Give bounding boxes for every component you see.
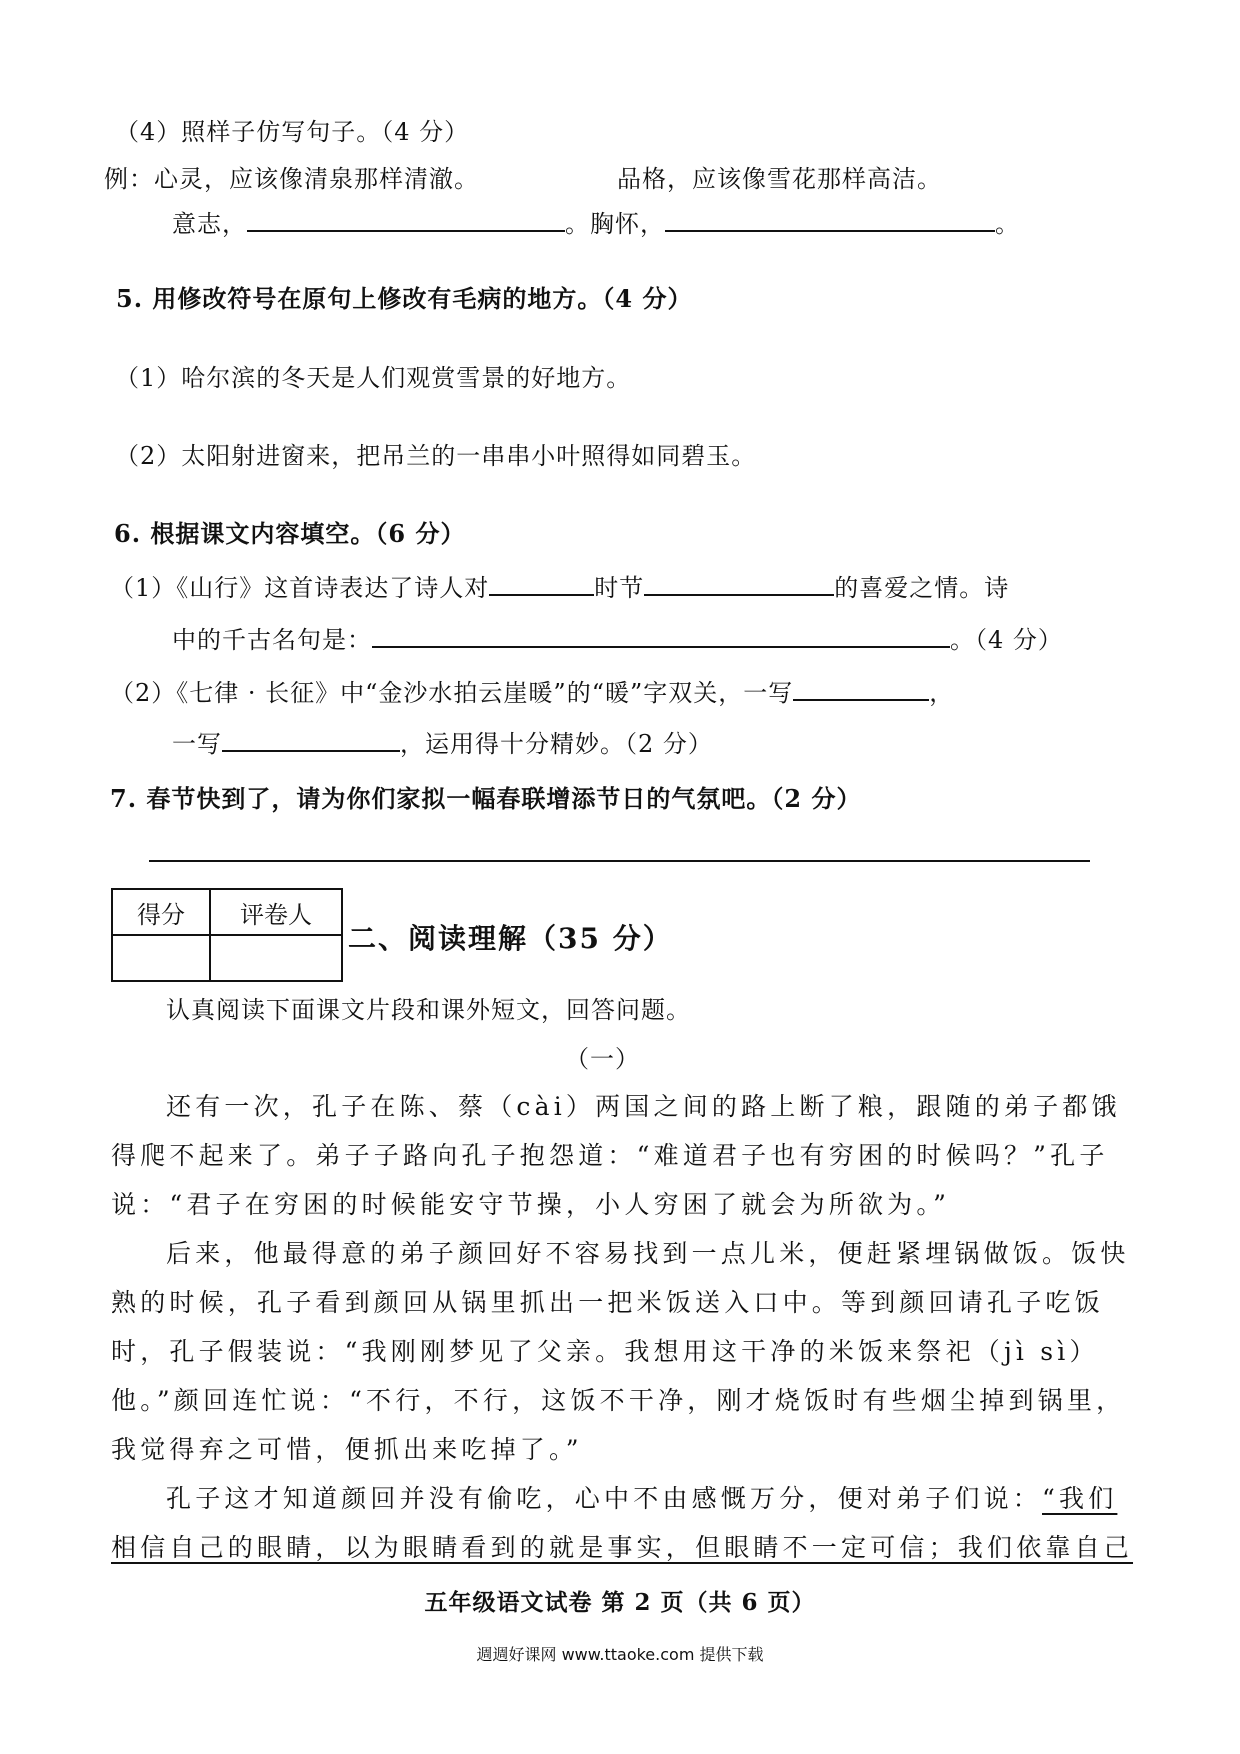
q6-l4-part-b: ，运用得十分精妙。（2 分） [400, 730, 713, 758]
passage-text: 孔子这才知道颜回并没有偷吃，心中不由感慨万分，便对弟子们说： [166, 1484, 1043, 1513]
reading-intro: 认真阅读下面课文片段和课外短文，回答问题。 [166, 996, 691, 1024]
q6-blank-season[interactable] [489, 572, 594, 596]
part-number: （一） [565, 1045, 640, 1073]
grader-cell[interactable] [210, 935, 342, 981]
q6-l2-part-b: 。（4 分） [950, 626, 1063, 654]
q5-title: 5. 用修改符号在原句上修改有毛病的地方。（4 分） [116, 284, 693, 313]
q6-blank-scene[interactable] [644, 572, 834, 596]
q4-4-title: （4）照样子仿写句子。（4 分） [115, 118, 470, 146]
q7-answer-line[interactable] [149, 860, 1090, 862]
q6-l1-part-c: 的喜爱之情。诗 [834, 574, 1010, 602]
passage-line: 还有一次，孔子在陈、蔡（cài）两国之间的路上断了粮，跟随的弟子都饿 [166, 1092, 1121, 1121]
q6-line-1 [110, 572, 1009, 604]
q4-4-fill-a: 意志， [172, 210, 247, 238]
q6-blank-warm-1[interactable] [793, 677, 929, 701]
q4-4-example-a: 例：心灵，应该像清泉那样清澈。 [104, 165, 479, 193]
q6-l3-part-b: ， [929, 679, 955, 707]
q4-4-example-b: 品格，应该像雪花那样高洁。 [617, 165, 942, 193]
q6-l4-part-a: 一写 [172, 730, 222, 758]
passage-line [166, 1482, 1117, 1516]
page-footer: 五年级语文试卷 第 2 页（共 6 页） [424, 1589, 816, 1616]
q5-sentence-2: （2）太阳射进窗来，把吊兰的一串串小叶照得如同碧玉。 [115, 442, 757, 470]
q6-l1-part-b: 时节 [594, 574, 645, 602]
passage-line: 熟的时候，孔子看到颜回从锅里抓出一把米饭送入口中。等到颜回请孔子吃饭 [111, 1288, 1104, 1317]
q4-4-end: 。 [995, 210, 1020, 238]
score-cell[interactable] [112, 935, 210, 981]
passage-line: 他。”颜回连忙说：“不行，不行，这饭不干净，刚才烧饭时有些烟尘掉到锅里， [111, 1386, 1126, 1415]
q7-title: 7. 春节快到了，请为你们家拟一幅春联增添节日的气氛吧。（2 分） [110, 784, 862, 813]
q4-4-blank-1[interactable] [247, 208, 565, 232]
grader-header: 评卷人 [210, 889, 342, 935]
underlined-text: “我们 [1042, 1484, 1118, 1513]
passage-line: 时，孔子假装说：“我刚刚梦见了父亲。我想用这干净的米饭来祭祀（jì sì） [111, 1337, 1099, 1366]
q4-4-blank-2[interactable] [665, 208, 995, 232]
passage-line: 后来，他最得意的弟子颜回好不容易找到一点儿米，便赶紧埋锅做饭。饭快 [166, 1239, 1130, 1268]
q4-4-fill-line [172, 208, 1020, 240]
q6-l1-part-a: （1）《山行》这首诗表达了诗人对 [110, 574, 490, 602]
download-credit: 週週好课网 www.ttaoke.com 提供下载 [476, 1645, 764, 1664]
q6-blank-famous-line[interactable] [372, 624, 950, 648]
score-table [111, 888, 343, 982]
passage-line: 我觉得弃之可惜，便抓出来吃掉了。” [111, 1435, 583, 1464]
q6-title: 6. 根据课文内容填空。（6 分） [114, 519, 466, 548]
passage-line: 得爬不起来了。弟子子路向孔子抱怨道：“难道君子也有穷困的时候吗？”孔子 [111, 1141, 1109, 1170]
q6-blank-warm-2[interactable] [222, 728, 400, 752]
q6-line-2 [172, 624, 1063, 656]
q6-l3-part-a: （2）《七律 · 长征》中“金沙水拍云崖暖”的“暖”字双关，一写 [110, 679, 794, 707]
passage-line: 说：“君子在穷困的时候能安守节操，小人穷困了就会为所欲为。” [111, 1190, 951, 1219]
q6-l2-part-a: 中的千古名句是： [172, 626, 372, 654]
section-title: 二、阅读理解（35 分） [348, 922, 673, 955]
q4-4-fill-b: 。胸怀， [565, 210, 665, 238]
q6-line-3 [110, 677, 954, 709]
score-header: 得分 [112, 889, 210, 935]
q6-line-4 [172, 728, 713, 760]
q5-sentence-1: （1）哈尔滨的冬天是人们观赏雪景的好地方。 [115, 364, 632, 392]
underlined-passage-line: 相信自己的眼睛，以为眼睛看到的就是事实，但眼睛不一定可信；我们依靠自己 [111, 1533, 1134, 1562]
